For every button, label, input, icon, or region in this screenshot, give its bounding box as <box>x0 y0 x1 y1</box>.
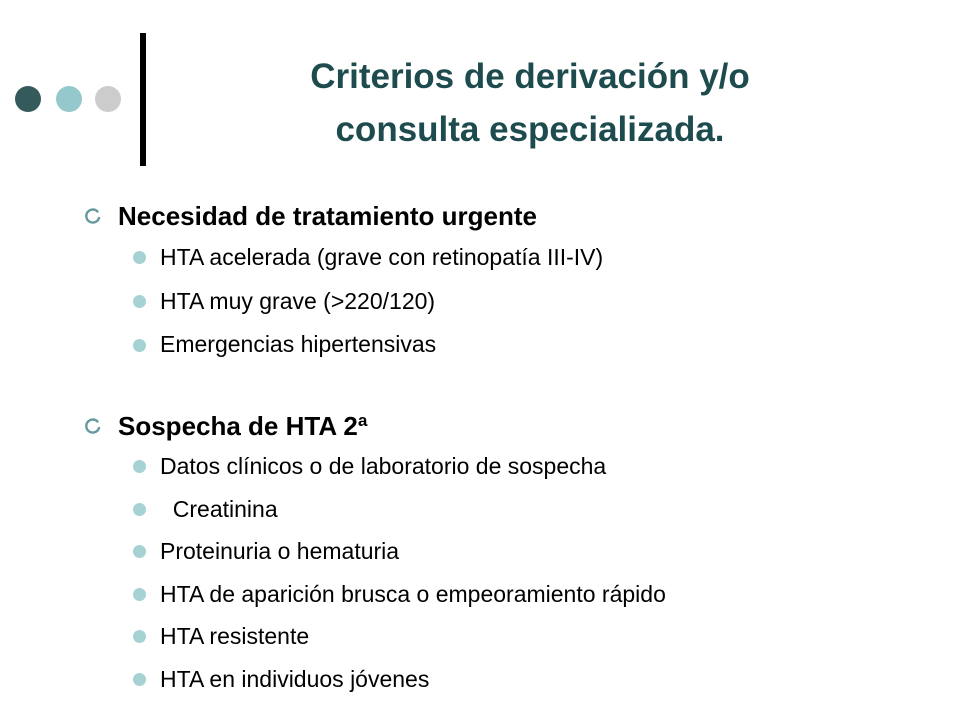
list-item: HTA muy grave (>220/120) <box>160 288 436 314</box>
bullet-dot-icon <box>133 630 146 643</box>
list-item: HTA en individuos jóvenes <box>160 666 430 692</box>
list-item: HTA resistente <box>160 623 310 649</box>
bullet-dot-icon <box>133 251 146 264</box>
decorative-dot-mid <box>56 86 82 112</box>
swirl-bullet-icon <box>84 417 102 437</box>
bullet-dot-icon <box>133 588 146 601</box>
title-divider-line <box>140 33 146 166</box>
slide-title-line-2: consulta especializada. <box>335 110 725 149</box>
section-title-urgent: Necesidad de tratamiento urgente <box>118 201 537 231</box>
list-item: Creatinina <box>160 496 278 522</box>
bullet-dot-icon <box>133 460 146 473</box>
bullet-dot-icon <box>133 503 146 516</box>
list-item: HTA acelerada (grave con retinopatía III-IV) <box>160 244 604 270</box>
decorative-dot-light <box>95 86 121 112</box>
swirl-bullet-icon <box>84 207 102 227</box>
bullet-dot-icon <box>133 673 146 686</box>
slide-title-line-1: Criterios de derivación y/o <box>310 57 750 96</box>
bullet-dot-icon <box>133 339 146 352</box>
bullet-dot-icon <box>133 295 146 308</box>
section-title-secondary: Sospecha de HTA 2ª <box>118 411 368 441</box>
list-item: Emergencias hipertensivas <box>160 331 437 357</box>
decorative-dot-dark <box>15 86 41 112</box>
list-item: HTA de aparición brusca o empeoramiento rápido <box>160 581 666 607</box>
bullet-dot-icon <box>133 545 146 558</box>
list-item: Datos clínicos o de laboratorio de sospecha <box>160 453 607 479</box>
slide-title <box>180 50 880 156</box>
list-item: Proteinuria o hematuria <box>160 538 400 564</box>
